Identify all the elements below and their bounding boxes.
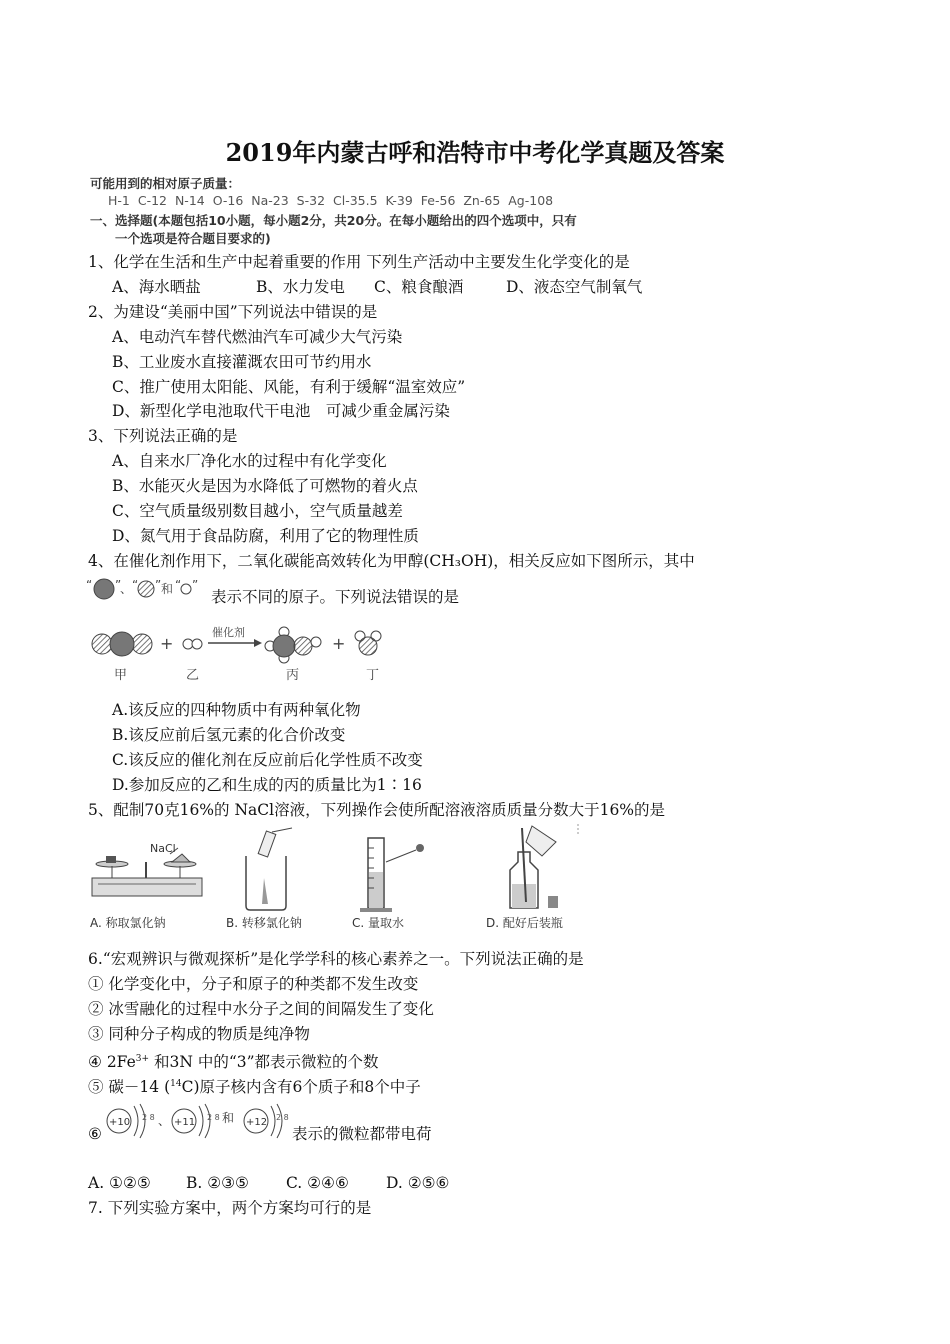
ion2-nucleus: +11 <box>174 1117 196 1128</box>
q6-statement-4 <box>88 1049 379 1072</box>
q6-statement-5 <box>88 1074 421 1097</box>
q6-ion-structures <box>104 1098 294 1144</box>
q6-statement-6-mark: ⑥ <box>88 1125 102 1143</box>
caption-d: D. 配好后装瓶 <box>486 916 563 930</box>
hatched-atom-icon <box>138 581 154 597</box>
ion3-electrons: 2 8 <box>276 1113 289 1122</box>
q1-option-b: B、水力发电 <box>256 278 345 296</box>
caption-b: B. 转移氯化钠 <box>226 916 302 930</box>
q1-option-d: D、液态空气制氧气 <box>506 278 643 296</box>
legend-sep: 、 <box>120 582 133 596</box>
q6-statement-2: ② 冰雪融化的过程中水分子之间的间隔发生了变化 <box>88 1000 434 1018</box>
ion-structure-3 <box>244 1104 289 1138</box>
q3-option-c: C、空气质量级别数目越小，空气质量越差 <box>112 502 403 520</box>
meth-c <box>273 635 295 657</box>
dark-atom-icon <box>94 579 114 599</box>
q5-stem: 5、配制70克16%的 NaCl溶液，下列操作会使所配溶液溶质质量分数大于16%的是 <box>88 801 666 819</box>
ion-structure-2 <box>172 1104 220 1138</box>
q6-stem: 6.“宏观辨识与微观探析”是化学学科的核心素养之一。下列说法正确的是 <box>88 950 584 968</box>
plus-2: + <box>332 634 346 653</box>
water-o <box>359 637 377 655</box>
caption-c: C. 量取水 <box>352 916 405 930</box>
page-title: 2019年内蒙古呼和浩特市中考化学真题及答案 <box>225 138 725 167</box>
q4-legend-text: 表示不同的原子。下列说法错误的是 <box>211 588 460 606</box>
q1-option-a: A、海水晒盐 <box>112 278 201 296</box>
label-ding: 丁 <box>366 668 380 683</box>
q6-statement-6-text: 表示的微粒都带电荷 <box>292 1125 432 1143</box>
s5-sup: 14 <box>170 1079 182 1089</box>
q1-options <box>112 277 643 297</box>
s5-pre: ⑤ 碳－14 ( <box>88 1078 171 1097</box>
h2-atom-2 <box>192 639 202 649</box>
svg-text:“: “ <box>175 578 182 592</box>
meth-o <box>294 637 312 655</box>
label-yi: 乙 <box>186 668 200 683</box>
balance-icon <box>92 842 202 896</box>
ion3-nucleus: +12 <box>246 1117 268 1128</box>
ion-sep: 、 <box>158 1114 171 1128</box>
q6-statement-3: ③ 同种分子构成的物质是纯净物 <box>88 1025 310 1043</box>
q3-option-b: B、水能灭火是因为水降低了可燃物的着火点 <box>112 477 418 495</box>
q2-option-a: A、电动汽车替代燃油汽车可减少大气污染 <box>112 328 403 346</box>
label-bing: 丙 <box>286 668 300 683</box>
catalyst-label: 催化剂 <box>212 626 245 639</box>
s4-pre: ④ 2Fe <box>88 1053 136 1072</box>
ion-and: 和 <box>222 1111 235 1125</box>
q6-option-d: D. ②⑤⑥ <box>386 1174 450 1192</box>
section-instruction-2: 一个选项是符合题目要求的) <box>115 231 271 246</box>
q6-statement-1: ① 化学变化中，分子和原子的种类都不发生改变 <box>88 975 419 993</box>
q6-option-b: B. ②③⑤ <box>186 1174 249 1192</box>
q4-option-a: A.该反应的四种物质中有两种氧化物 <box>112 701 361 719</box>
q2-option-b: B、工业废水直接灌溉农田可节约用水 <box>112 353 372 371</box>
q5-apparatus-figure <box>86 822 586 934</box>
ion-structure-1 <box>107 1104 155 1138</box>
meth-h4 <box>311 637 321 647</box>
q3-option-a: A、自来水厂净化水的过程中有化学变化 <box>112 452 387 470</box>
svg-text:“: “ <box>132 578 139 592</box>
q4-reaction-diagram <box>86 622 396 684</box>
co2-o-right <box>132 634 152 654</box>
plus-1: + <box>160 634 174 653</box>
s4-post: 和3N 中的“3”都表示微粒的个数 <box>149 1053 379 1072</box>
q6-options <box>88 1173 450 1193</box>
q4-option-b: B.该反应前后氢元素的化合价改变 <box>112 726 346 744</box>
reagent-bottle-icon <box>510 824 578 908</box>
q2-option-d: D、新型化学电池取代干电池 可减少重金属污染 <box>112 402 450 420</box>
beaker-icon <box>246 828 292 910</box>
legend-and: 和 <box>161 582 174 596</box>
q3-option-d: D、氮气用于食品防腐，利用了它的物理性质 <box>112 527 419 545</box>
atomic-mass-heading: 可能用到的相对原子质量： <box>90 176 241 191</box>
q3-stem: 3、下列说法正确的是 <box>88 427 238 445</box>
nacl-label: NaCl <box>150 842 176 855</box>
q4-stem: 4、在催化剂作用下，二氧化碳能高效转化为甲醇(CH₃OH)，相关反应如下图所示，其中 <box>88 552 695 570</box>
q7-stem: 7. 下列实验方案中，两个方案均可行的是 <box>88 1199 372 1217</box>
white-atom-icon <box>181 584 191 594</box>
label-jia: 甲 <box>114 668 128 683</box>
s4-sup: 3+ <box>135 1054 150 1064</box>
caption-a: A. 称取氯化钠 <box>90 916 166 930</box>
q2-option-c: C、推广使用太阳能、风能，有利于缓解“温室效应” <box>112 378 466 396</box>
svg-text:”: ” <box>192 578 199 592</box>
q4-option-d: D.参加反应的乙和生成的丙的质量比为1∶16 <box>112 776 422 794</box>
q6-option-c: C. ②④⑥ <box>286 1174 349 1192</box>
q1-option-c: C、粮食酿酒 <box>374 278 464 296</box>
ion2-electrons: 2 8 <box>207 1113 220 1122</box>
ion1-nucleus: +10 <box>109 1117 131 1128</box>
graduated-cylinder-icon <box>360 838 424 912</box>
co2-o-left <box>92 634 112 654</box>
atomic-mass-values: H-1 C-12 N-14 O-16 Na-23 S-32 Cl-35.5 K-39 Fe-56 Zn-65 Ag-108 <box>108 193 554 208</box>
svg-text:”: ” <box>155 578 162 592</box>
q2-stem: 2、为建设“美丽中国”下列说法中错误的是 <box>88 303 378 321</box>
s5-post: C)原子核内含有6个质子和8个中子 <box>181 1078 421 1097</box>
ion1-electrons: 2 8 <box>142 1113 155 1122</box>
q1-stem: 1、化学在生活和生产中起着重要的作用 下列生产活动中主要发生化学变化的是 <box>88 253 630 271</box>
q4-atom-legend <box>86 575 210 605</box>
arrow-head-icon <box>254 639 262 647</box>
q4-option-c: C.该反应的催化剂在反应前后化学性质不改变 <box>112 751 423 769</box>
svg-text:”: ” <box>115 578 122 592</box>
section-instruction-1: 一、选择题(本题包括10小题，每小题2分，共20分。在每小题给出的四个选项中，只有 <box>90 213 577 228</box>
svg-text:“: “ <box>86 578 93 592</box>
co2-c <box>110 632 134 656</box>
q6-option-a: A. ①②⑤ <box>88 1174 151 1192</box>
